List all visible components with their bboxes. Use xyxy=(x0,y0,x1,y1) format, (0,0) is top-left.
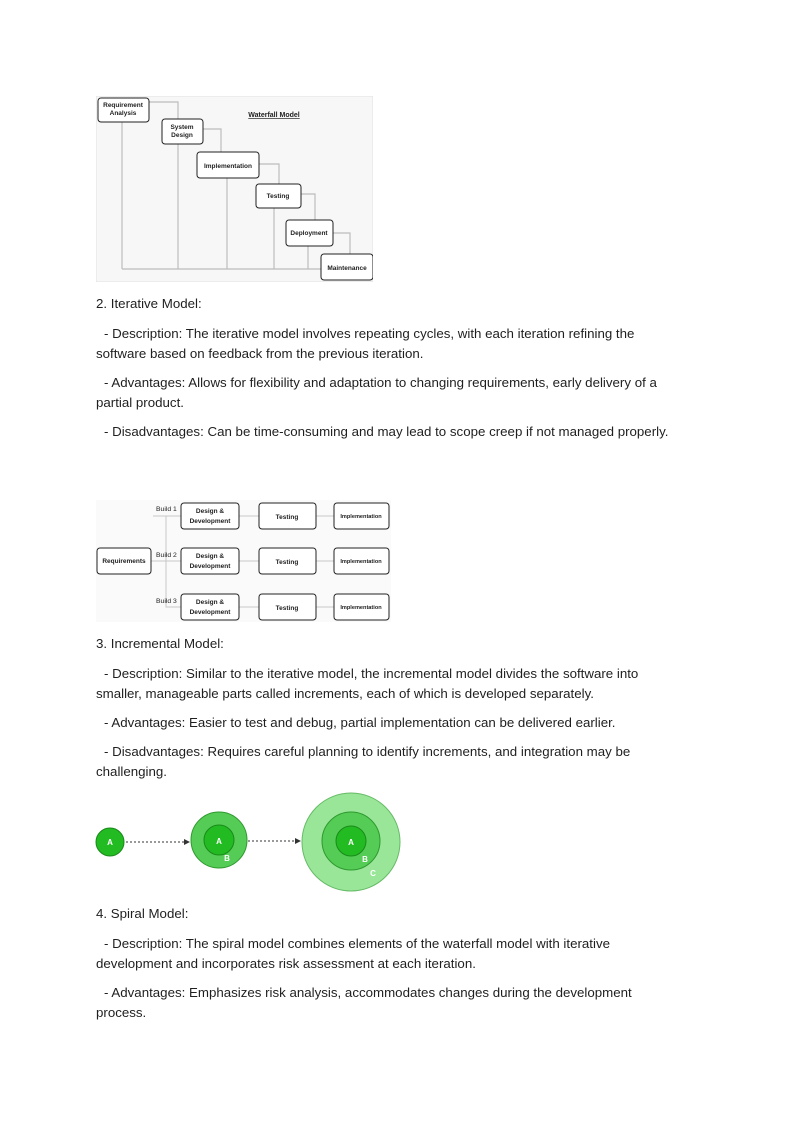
design-label: Design & xyxy=(195,508,225,515)
design-label: Development xyxy=(189,563,231,570)
incremental-advantages: - Advantages: Easier to test and debug, partial implementation can be delivered earlier. xyxy=(104,715,616,730)
waterfall-label: Requirement xyxy=(103,102,143,109)
testing-label: Testing xyxy=(275,605,299,612)
requirements-label: Requirements xyxy=(102,558,146,565)
implementation-label: Implementation xyxy=(340,514,382,520)
increment-label-c: C xyxy=(370,869,376,878)
iterative-advantages: - Advantages: Allows for flexibility and adaptation to changing requirements, early delivery of a partial product. xyxy=(96,375,657,410)
waterfall-label: Design xyxy=(171,132,193,139)
spiral-description: - Description: The spiral model combines elements of the waterfall model with iterative development and incorporates risk assessment at each iteration. xyxy=(96,936,610,971)
design-label: Design & xyxy=(195,553,225,560)
increments-diagram xyxy=(94,792,404,896)
design-label: Development xyxy=(189,518,231,525)
design-box xyxy=(181,548,239,574)
testing-label: Testing xyxy=(275,514,299,521)
design-box xyxy=(181,503,239,529)
design-box xyxy=(181,594,239,620)
build-label: Build 3 xyxy=(156,598,177,605)
waterfall-label: Deployment xyxy=(290,230,328,237)
spiral-advantages: - Advantages: Emphasizes risk analysis, accommodates changes during the development process. xyxy=(96,985,632,1020)
iterative-heading: 2. Iterative Model: xyxy=(96,296,202,311)
builds-diagram xyxy=(96,500,391,622)
incremental-description: - Description: Similar to the iterative model, the incremental model divides the software into smaller, manageable parts called increments, each of which is developed separately. xyxy=(96,666,639,701)
design-label: Design & xyxy=(195,599,225,606)
waterfall-label: System xyxy=(170,124,194,131)
implementation-label: Implementation xyxy=(340,559,382,565)
increment-label-a: A xyxy=(107,838,113,847)
design-label: Development xyxy=(189,609,231,616)
build-label: Build 2 xyxy=(156,552,177,559)
increment-label-a: A xyxy=(216,837,222,846)
waterfall-label: Implementation xyxy=(203,163,253,170)
waterfall-label: Maintenance xyxy=(327,265,367,272)
iterative-disadvantages: - Disadvantages: Can be time-consuming and may lead to scope creep if not managed properly. xyxy=(104,424,669,439)
waterfall-label: Analysis xyxy=(109,110,137,117)
incremental-disadvantages: - Disadvantages: Requires careful planning to identify increments, and integration may be challenging. xyxy=(96,744,631,779)
incremental-heading: 3. Incremental Model: xyxy=(96,636,224,651)
increment-label-b: B xyxy=(362,855,368,864)
build-label: Build 1 xyxy=(156,506,177,513)
increment-label-a: A xyxy=(348,838,354,847)
spiral-heading: 4. Spiral Model: xyxy=(96,906,189,921)
waterfall-label: Testing xyxy=(266,193,290,200)
iterative-description: - Description: The iterative model involves repeating cycles, with each iteration refining the software based on feedback from the previous iteration. xyxy=(96,326,635,361)
testing-label: Testing xyxy=(275,559,299,566)
waterfall-title: Waterfall Model xyxy=(248,112,300,119)
waterfall-diagram xyxy=(96,96,373,282)
implementation-label: Implementation xyxy=(340,605,382,611)
increment-label-b: B xyxy=(224,854,230,863)
